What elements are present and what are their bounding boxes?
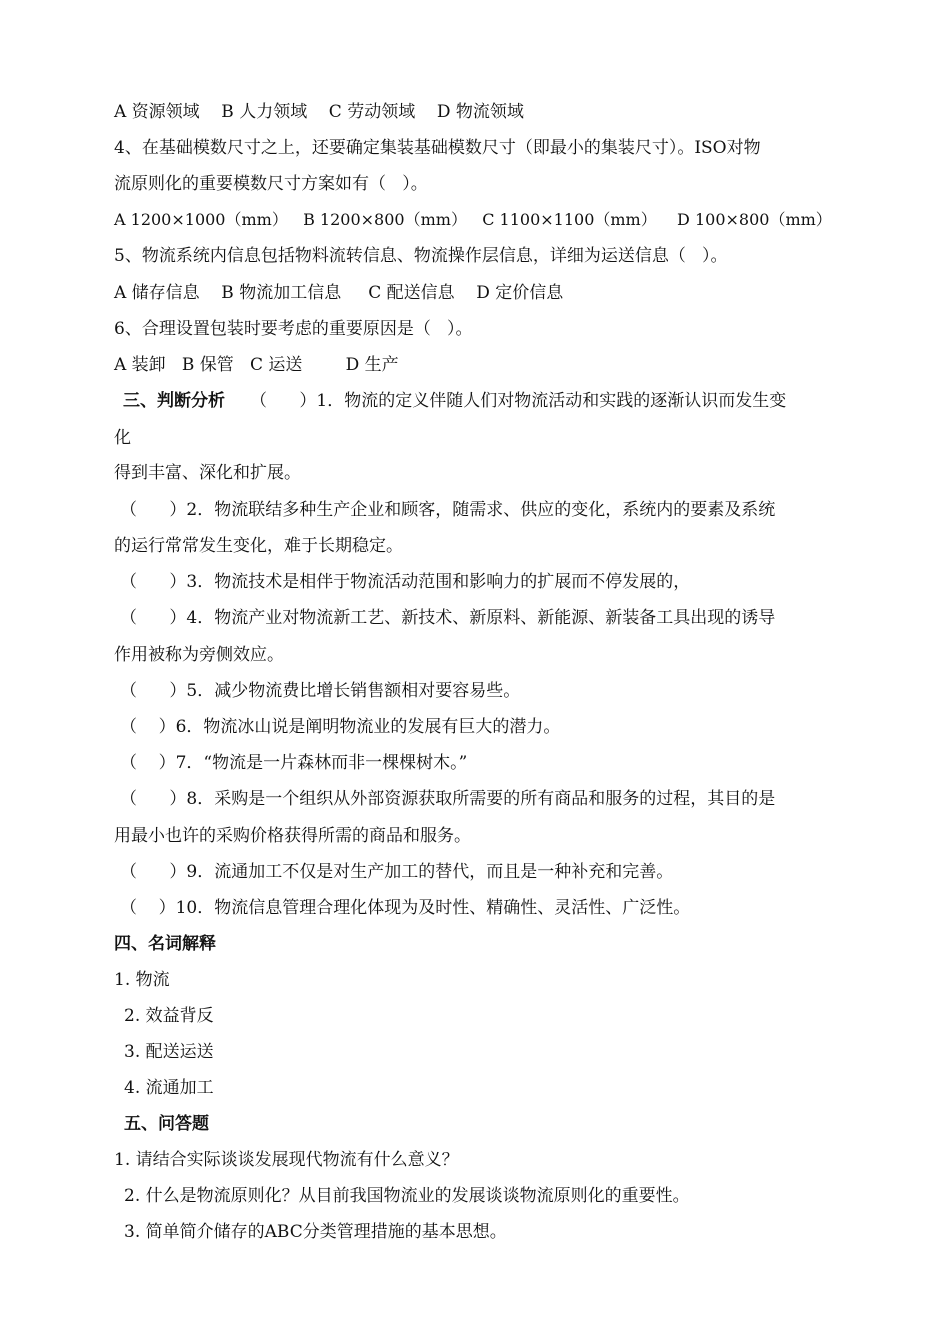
term-item-3: 3. 配送运送	[124, 1042, 214, 1062]
judge-q7-line1: （ ）7．“物流是一片森林而非一棵棵树木。”	[120, 753, 468, 773]
qa-item-3: 3. 简单简介储存的ABC分类管理措施的基本思想。	[124, 1222, 507, 1242]
judge-q4-line1: （ ）4．物流产业对物流新工艺、新技术、新原料、新能源、新装备工具出现的诱导	[120, 608, 776, 628]
term-item-2: 2. 效益背反	[124, 1006, 214, 1026]
section3-heading: 三、判断分析	[123, 391, 225, 411]
q6-options: A 装卸 B 保管 C 运送 D 生产	[114, 355, 399, 375]
qa-item-1: 1. 请结合实际谈谈发展现代物流有什么意义？	[114, 1150, 459, 1170]
judge-q8-line2: 用最小也许的采购价格获得所需的商品和服务。	[114, 826, 471, 846]
q5-text-line1: 5、物流系统内信息包括物料流转信息、物流操作层信息，详细为运送信息（ ）。	[114, 246, 728, 266]
judge-q10-line1: （ ）10．物流信息管理合理化体现为及时性、精确性、灵活性、广泛性。	[120, 898, 691, 918]
q4-options: A 1200×1000（mm） B 1200×800（mm） C 1100×1100（mm） D 100×800（mm）	[114, 210, 832, 229]
q5-options: A 储存信息 B 物流加工信息 C 配送信息 D 定价信息	[114, 283, 564, 303]
judge-q3-line1: （ ）3．物流技术是相伴于物流活动范围和影响力的扩展而不停发展的，	[120, 572, 691, 592]
judge-q9-line1: （ ）9．流通加工不仅是对生产加工的替代，而且是一种补充和完善。	[120, 862, 674, 882]
judge-q1-line3: 得到丰富、深化和扩展。	[114, 463, 301, 483]
section4-heading: 四、名词解释	[114, 934, 216, 954]
judge-q2-line1: （ ）2．物流联结多种生产企业和顾客，随需求、供应的变化，系统内的要素及系统	[120, 500, 776, 520]
judge-q6-line1: （ ）6．物流冰山说是阐明物流业的发展有巨大的潜力。	[120, 717, 561, 737]
q4-text-line1: 4、在基础模数尺寸之上，还要确定集装基础模数尺寸（即最小的集装尺寸）。ISO对物	[114, 138, 761, 158]
judge-q2-line2: 的运行常常发生变化，难于长期稳定。	[114, 536, 403, 556]
term-item-1: 1. 物流	[114, 970, 170, 990]
q4-text-line2: 流原则化的重要模数尺寸方案如有（ ）。	[114, 174, 428, 194]
q3-options: A 资源领域 B 人力领域 C 劳动领域 D 物流领域	[114, 102, 524, 122]
judge-q1-line2: 化	[114, 428, 131, 448]
judge-q5-line1: （ ）5．减少物流费比增长销售额相对要容易些。	[120, 681, 521, 701]
term-item-4: 4. 流通加工	[124, 1078, 214, 1098]
judge-q8-line1: （ ）8．采购是一个组织从外部资源获取所需要的所有商品和服务的过程，其目的是	[120, 789, 776, 809]
q6-text-line1: 6、合理设置包装时要考虑的重要原因是（ ）。	[114, 319, 473, 339]
section5-heading: 五、问答题	[124, 1114, 209, 1134]
qa-item-2: 2. 什么是物流原则化？从目前我国物流业的发展谈谈物流原则化的重要性。	[124, 1186, 690, 1206]
judge-q1-line1: （ ）1．物流的定义伴随人们对物流活动和实践的逐渐认识而发生变	[250, 391, 787, 411]
judge-q4-line2: 作用被称为旁侧效应。	[114, 645, 284, 665]
